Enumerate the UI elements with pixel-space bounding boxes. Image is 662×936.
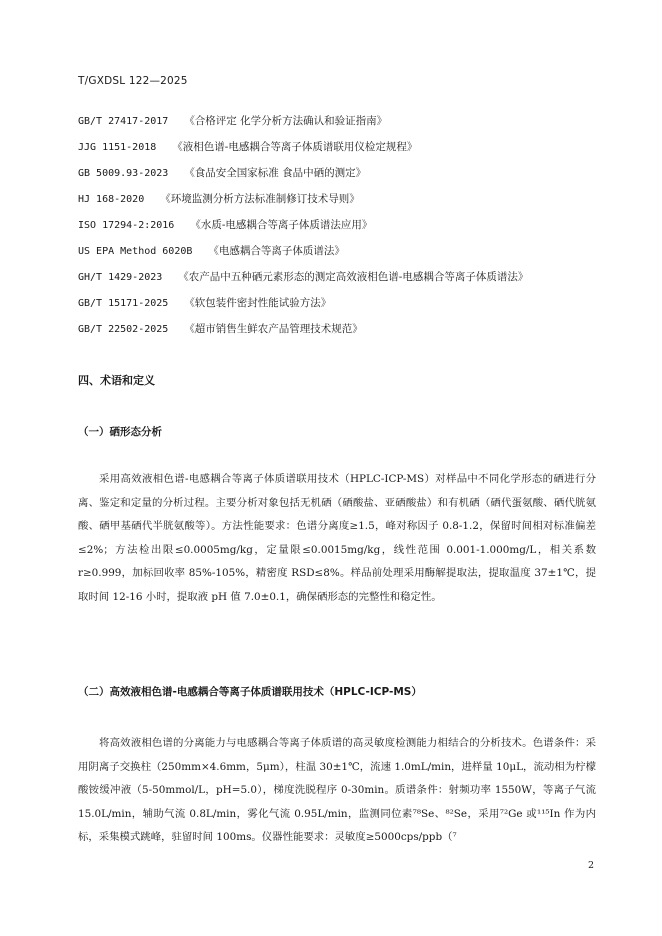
reference-item <box>78 212 598 238</box>
reference-title: 《软包装件密封性能试验方法》 <box>184 297 332 309</box>
paragraph: 采用高效液相色谱-电感耦合等离子体质谱联用技术（HPLC-ICP-MS）对样品中不同化学形态的硒进行分离、鉴定和定量的分析过程。主要分析对象包括无机硒（硒酸盐、亚硒酸盐）和有机硒（硒代蛋氨酸、硒代胱氨酸、硒甲基硒代半胱氨酸等）。方法性能要求：色谱分离度≥1.5，峰对称因子 0.8-1.2，保留时间相对标准偏差≤2%；方法检出限≤0.0005mg/kg，定量限≤0.0015mg/kg，线性范围 0.001-1.000mg/L，相关系数 r≥0.999，加标回收率 85%-105%，精密度 RSD≤8%。样品前处理采用酶解提取法，提取温度 37±1℃，提取时间 12-16 小时，提取液 pH 值 7.0±0.1，确保硒形态的完整性和稳定性。 <box>78 473 596 603</box>
subsection-heading: （二）高效液相色谱-电感耦合等离子体质谱联用技术（HPLC-ICP-MS） <box>78 686 422 698</box>
reference-code: US EPA Method 6020B <box>78 246 193 257</box>
reference-list <box>78 108 598 342</box>
reference-title: 《液相色谱-电感耦合等离子体质谱联用仪检定规程》 <box>172 141 418 153</box>
section-heading: 四、术语和定义 <box>78 374 155 387</box>
reference-item <box>78 290 598 316</box>
reference-item <box>78 316 598 342</box>
reference-item <box>78 238 598 264</box>
reference-item <box>78 264 598 290</box>
reference-code: GB 5009.93-2023 <box>78 168 169 179</box>
reference-title: 《环境监测分析方法标准制修订技术导则》 <box>160 193 360 205</box>
reference-code: GB/T 22502-2025 <box>78 324 169 335</box>
document-code: T/GXDSL 122—2025 <box>78 75 188 87</box>
paragraph: 将高效液相色谱的分离能力与电感耦合等离子体质谱的高灵敏度检测能力相结合的分析技术。色谱条件：采用阴离子交换柱（250mm×4.6mm，5μm），柱温 30±1℃，流速 1.0mL/min，进样量 10μL，流动相为柠檬酸铵缓冲液（5-50mmol/L，pH=5.0），梯度洗脱程序 0-30min。质谱条件：射频功率 1550W，等离子气流 15.0L/min，辅助气流 0.8L/min，雾化气流 0.95L/min，监测同位素⁷⁸Se、⁸²Se，采用⁷²Ge 或¹¹⁵In 作为内标，采集模式跳峰，驻留时间 100ms。仪器性能要求：灵敏度≥5000cps/ppb（⁷ <box>78 737 596 843</box>
reference-title: 《食品安全国家标准 食品中硒的测定》 <box>184 167 367 179</box>
page-number: 2 <box>588 860 595 871</box>
reference-code: GB/T 27417-2017 <box>78 116 169 127</box>
reference-code: GB/T 15171-2025 <box>78 298 169 309</box>
reference-title: 《合格评定 化学分析方法确认和验证指南》 <box>184 115 388 127</box>
reference-title: 《水质-电感耦合等离子体质谱法应用》 <box>190 219 373 231</box>
reference-item <box>78 186 598 212</box>
reference-title: 《农产品中五种硒元素形态的测定高效液相色谱-电感耦合等离子体质谱法》 <box>178 271 529 283</box>
reference-code: GH/T 1429-2023 <box>78 272 163 283</box>
subsection-heading: （一）硒形态分析 <box>78 426 162 438</box>
reference-code: HJ 168-2020 <box>78 194 145 205</box>
reference-code: ISO 17294-2:2016 <box>78 220 175 231</box>
reference-code: JJG 1151-2018 <box>78 142 157 153</box>
reference-title: 《电感耦合等离子体质谱法》 <box>208 245 345 257</box>
reference-item <box>78 108 598 134</box>
reference-title: 《超市销售生鲜农产品管理技术规范》 <box>184 323 363 335</box>
reference-item <box>78 134 598 160</box>
reference-item <box>78 160 598 186</box>
